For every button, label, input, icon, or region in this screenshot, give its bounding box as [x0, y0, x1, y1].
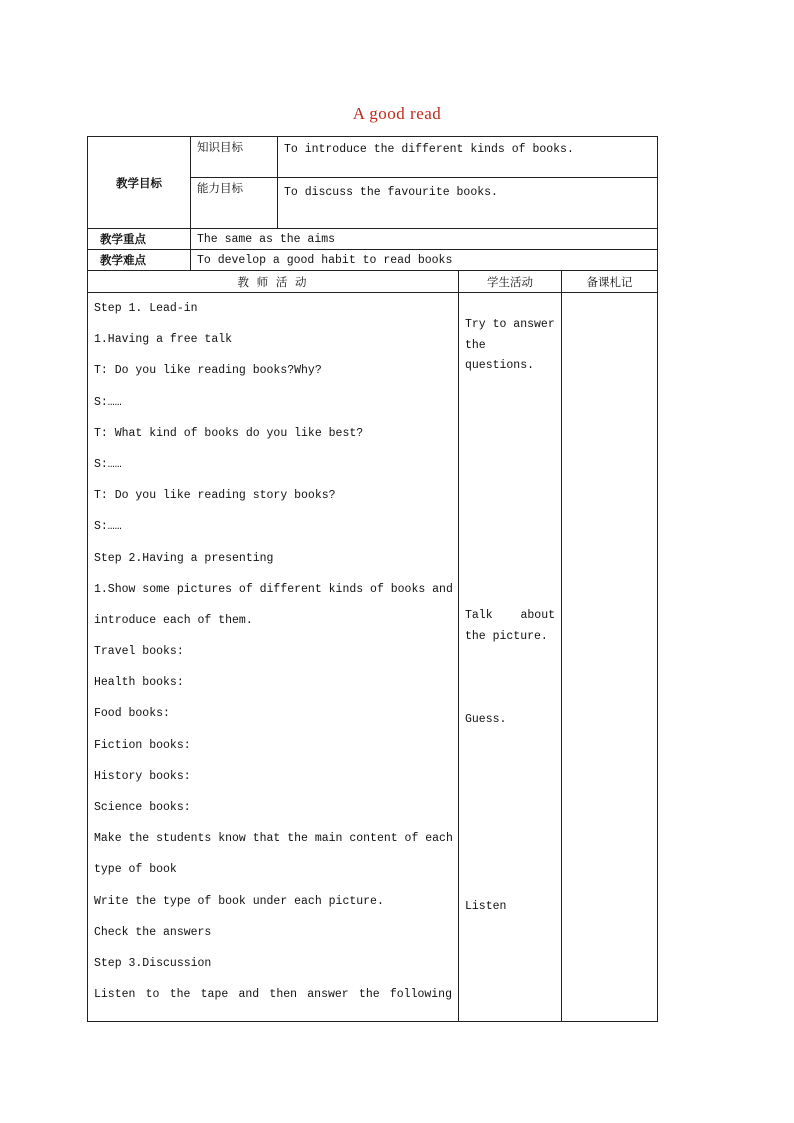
knowledge-objective-label: 知识目标	[191, 137, 278, 178]
student-activity-2: Talk about the picture.	[465, 609, 555, 643]
teacher-line: T: Do you like reading story books?	[94, 489, 336, 503]
key-point-text: The same as the aims	[191, 229, 658, 250]
document-title: A good read	[352, 104, 442, 123]
teacher-line: Travel books:	[94, 645, 184, 659]
teacher-line: 1.Having a free talk	[94, 333, 233, 347]
lesson-plan-table	[87, 136, 657, 1022]
teacher-line: type of book	[94, 863, 177, 877]
teacher-line: S:……	[94, 457, 122, 471]
teacher-line: Write the type of book under each picture.	[94, 894, 384, 908]
teacher-line: Listen to the tape and then answer the following	[94, 988, 452, 1002]
notes-header: 备课札记	[562, 271, 658, 293]
student-activity-1: Try to answer the questions.	[465, 318, 555, 372]
teacher-lines	[94, 293, 452, 1010]
student-activity-3: Guess.	[465, 713, 507, 726]
teacher-activity-cell	[88, 293, 459, 1022]
ability-objective-label: 能力目标	[191, 178, 278, 229]
student-activity-cell	[459, 293, 562, 1022]
teacher-line: Make the students know that the main content of each	[94, 832, 453, 846]
difficult-point-text: To develop a good habit to read books	[191, 250, 658, 271]
teacher-line: History books:	[94, 769, 191, 783]
teacher-line: Check the answers	[94, 925, 212, 939]
teacher-line: Step 2.Having a presenting	[94, 551, 274, 565]
teacher-line: Science books:	[94, 801, 191, 814]
teacher-line: T: What kind of books do you like best?	[94, 426, 364, 440]
student-activity-header: 学生活动	[459, 271, 562, 293]
teacher-line: 1.Show some pictures of different kinds of books and	[94, 582, 453, 596]
difficult-point-label: 教学难点	[88, 250, 191, 271]
key-point-label: 教学重点	[88, 229, 191, 250]
teacher-line: S:……	[94, 395, 122, 409]
ability-objective-text: To discuss the favourite books.	[278, 178, 658, 229]
objectives-label: 教学目标	[88, 137, 191, 229]
teacher-line: Health books:	[94, 676, 184, 690]
teacher-line: Fiction books:	[94, 738, 191, 752]
teacher-line: S:……	[94, 520, 122, 534]
teacher-line: Food books:	[94, 707, 170, 721]
notes-cell	[562, 293, 658, 1022]
teacher-line: Step 3.Discussion	[94, 956, 212, 970]
knowledge-objective-text: To introduce the different kinds of books.	[278, 137, 658, 178]
teacher-line: Step 1. Lead-in	[94, 302, 198, 315]
teacher-activity-header: 教 师 活 动	[88, 271, 459, 293]
teacher-line: T: Do you like reading books?Why?	[94, 364, 322, 378]
teacher-line: introduce each of them.	[94, 613, 253, 627]
student-activity-4: Listen	[465, 900, 507, 913]
